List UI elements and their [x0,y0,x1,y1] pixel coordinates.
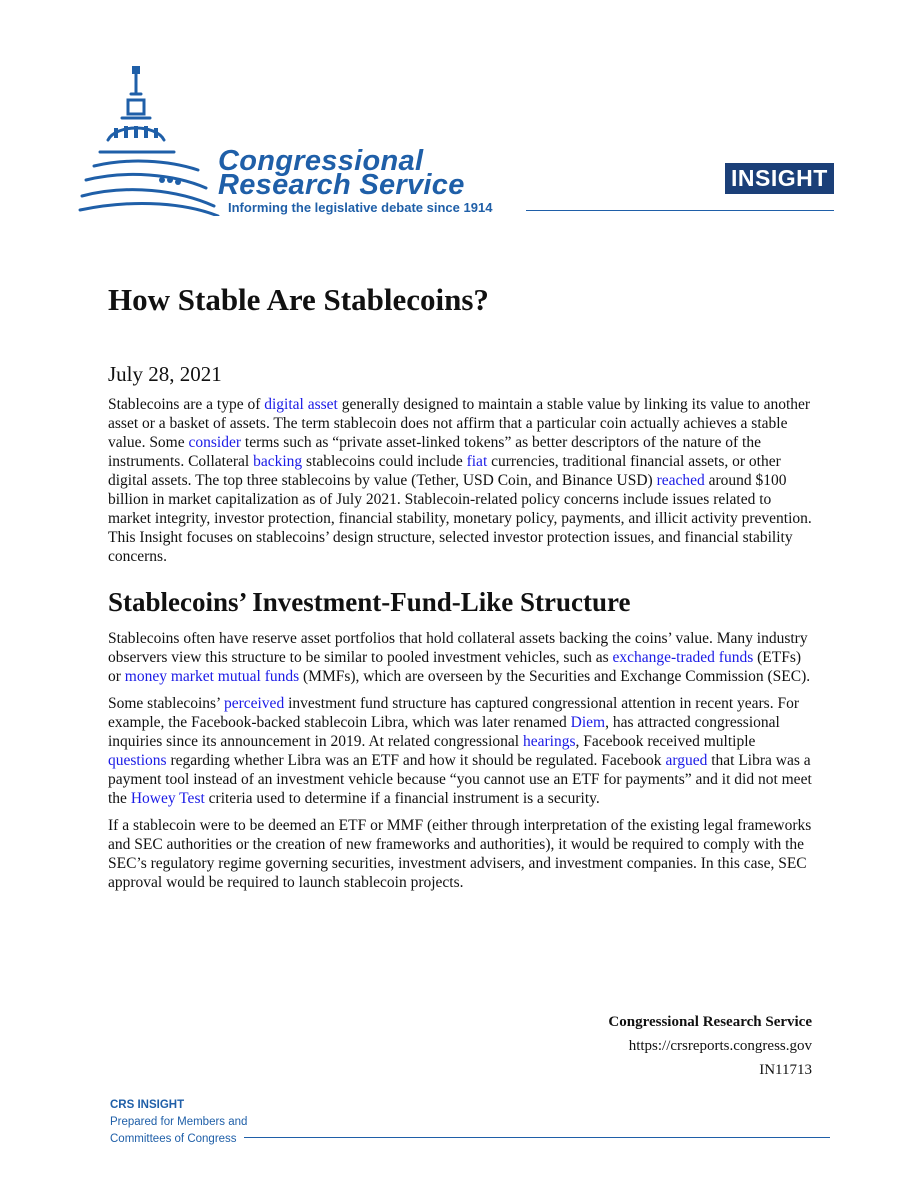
intro-paragraph: Stablecoins are a type of digital asset generally designed to maintain a stable value by linking its value to another asset or a basket of assets. The term stablecoin does not affirm that a particular coin actually achieves a stable value. Some consider terms such as “private asset-linked tokens” as better descriptors of the nature of the instruments. Collateral backing stablecoins could include fiat currencies, traditional financial assets, or other digital assets. The top three stablecoins by value (Tether, USD Coin, and Binance USD) reached around $100 billion in market capitalization as of July 2021. Stablecoin-related policy concerns include issues related to market integrity, investor protection, financial stability, monetary policy, payments, and illicit activity prevention. This Insight focuses on stablecoins’ design structure, selected investor protection issues, and financial stability concerns. [108,396,812,565]
link-argued[interactable]: argued [665,752,708,769]
crs-insight-footer [110,1097,247,1148]
footer-url[interactable]: https://crsreports.congress.gov [628,1038,812,1054]
link-mmf[interactable]: money market mutual funds [124,668,300,685]
footer-contact [500,1010,812,1082]
capitol-dome-logo [78,66,220,216]
publication-date: July 28, 2021 [108,362,222,386]
footer-org: Congressional Research Service [608,1014,812,1030]
link-etf[interactable]: exchange-traded funds [612,649,754,666]
org-name-line2: Research Service [218,169,465,201]
section-heading: Stablecoins’ Investment-Fund-Like Structure [108,587,631,617]
link-howey-test[interactable]: Howey Test [130,790,205,807]
link-questions[interactable]: questions [108,752,167,769]
org-name-line1: Congressional [218,145,424,177]
footer-rule [244,1137,830,1138]
link-consider[interactable]: consider [188,434,242,451]
section-paragraph-1: Stablecoins often have reserve asset portfolios that hold collateral assets backing the coins’ value. Many industry observers view this structure to be similar to pooled investment vehicles, such as exchange-traded funds (ETFs) or money market mutual funds (MMFs), which are overseen by the Securities and Exchange Commission (SEC). [108,630,811,685]
page-title: How Stable Are Stablecoins? [108,282,489,317]
link-diem[interactable]: Diem [570,714,606,731]
insight-badge: INSIGHT [725,163,834,194]
link-digital-asset[interactable]: digital asset [264,396,338,413]
section-paragraph-2: Some stablecoins’ perceived investment fund structure has captured congressional attention in recent years. For example, the Facebook-backed stablecoin Libra, which was later renamed Diem, has attracted congressional inquiries since its announcement in 2019. At related congressional hearings, Facebook received multiple questions regarding whether Libra was an ETF and how it should be regulated. Facebook argued that Libra was a payment tool instead of an investment vehicle because “you cannot use an ETF for payments” and it did not meet the Howey Test criteria used to determine if a financial instrument is a security. [108,695,812,807]
link-hearings[interactable]: hearings [522,733,576,750]
prepared-line-1: Prepared for Members and [110,1116,248,1128]
org-tagline: Informing the legislative debate since 1914 [228,200,493,215]
footer-report-id: IN11713 [759,1062,812,1078]
link-perceived[interactable]: perceived [223,695,285,712]
header-rule [526,210,834,211]
link-reached[interactable]: reached [656,472,705,489]
prepared-line-2: Committees of Congress [110,1133,237,1145]
section-body [108,629,814,900]
link-backing[interactable]: backing [253,453,303,470]
section-paragraph-3: If a stablecoin were to be deemed an ETF or MMF (either through interpretation of the existing legal frameworks and SEC authorities or the creation of new frameworks and authorities), it would be required to comply with the SEC’s regulatory regime governing securities, investment advisers, and investment companies. In this case, SEC approval would be required to launch stablecoin projects. [108,817,812,891]
crs-insight-label: CRS INSIGHT [110,1099,185,1111]
link-fiat[interactable]: fiat [466,453,488,470]
